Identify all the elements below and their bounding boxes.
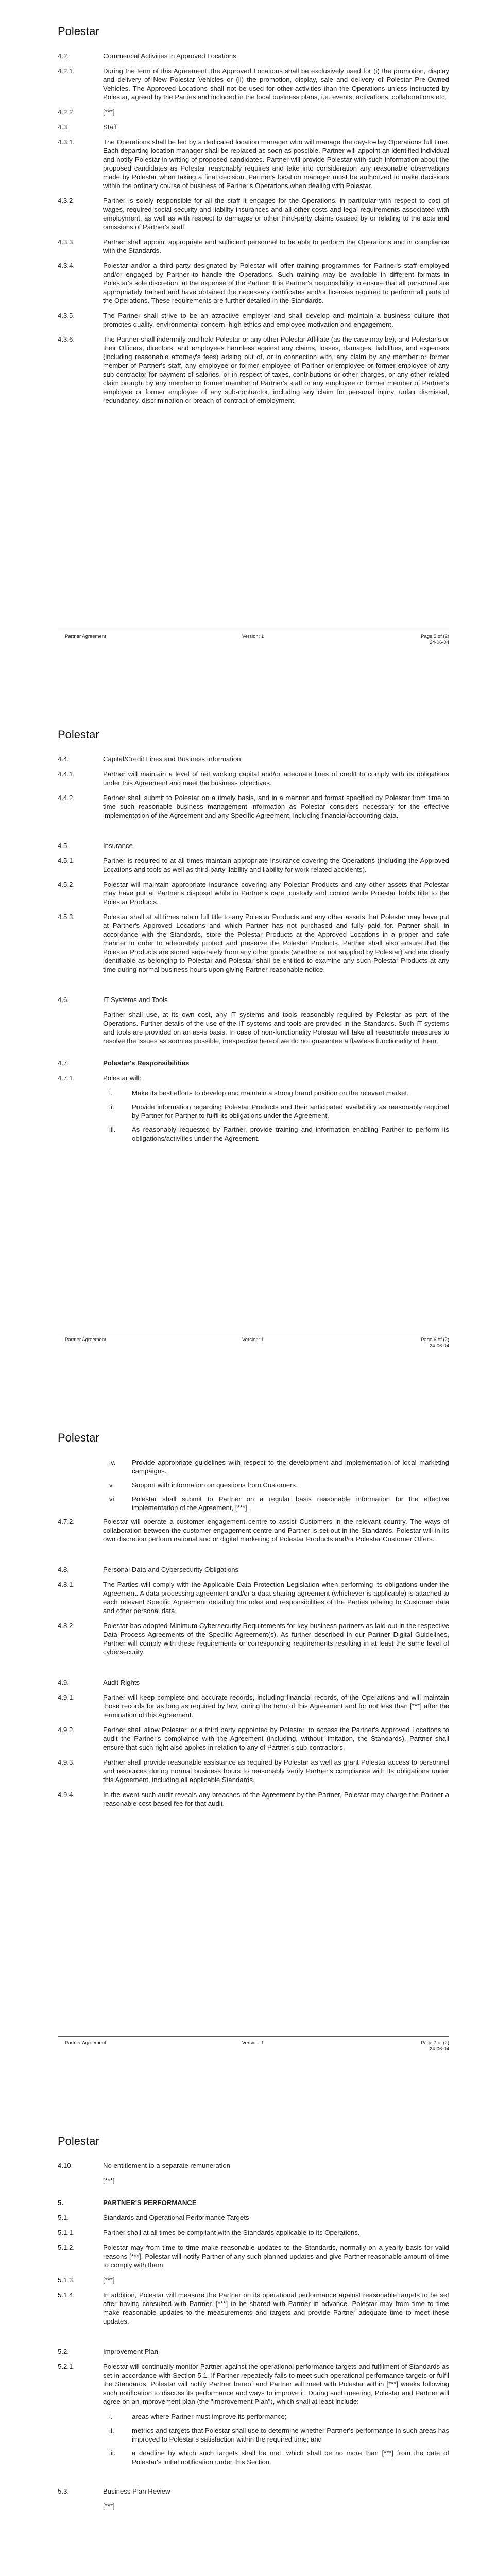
document-page-7 bbox=[0, 1406, 497, 2110]
section-heading: 4.10. No entitlement to a separate remuneration bbox=[58, 2162, 231, 2170]
section-heading: 4.3. Staff bbox=[58, 123, 117, 131]
footer-version: Version: 1 bbox=[242, 1337, 264, 1343]
clause: 4.2.1. During the term of this Agreement, the Approved Locations shall be exclusively used for (i) the promotion, display and delivery of New Polestar Vehicles or (ii) the promotion, display, sale and delivery of Polestar Pre-Owned Vehicles. The Approved Locations shall not be used for other activities than the Operations unless instructed by Polestar, agreed by the Parties and included in the local business plans, i.e. events, activations, collaborations etc. bbox=[58, 67, 449, 101]
clause: 5.1.4. In addition, Polestar will measure the Partner on its operational performance against reasonable targets to be set after having consulted with Partner. [***] to be shared with Partner in advance. Polestar may from time to time make reasonable updates to the measurements and targets and provide Partner adequate time to meet these updates. bbox=[58, 2291, 449, 2325]
footer-doc-title: Partner Agreement bbox=[65, 634, 106, 639]
footer-doc-title: Partner Agreement bbox=[65, 2040, 106, 2046]
list-item: ii. Provide information regarding Polestar Products and their anticipated availability as reasonably required by Partner for Partner to fulfil its obligations under the Agreement. bbox=[109, 1103, 449, 1120]
clause: 4.9.2. Partner shall allow Polestar, or a third party appointed by Polestar, to access the Partner's Approved Locations to audit the Partner's compliance with the Agreement (including, without limitation, the Standards). Partner shall ensure that such right also applies in relation to any of Partner's sub-contractors. bbox=[58, 1726, 449, 1751]
footer-version: Version: 1 bbox=[242, 2040, 264, 2046]
clause: 4.5.2. Polestar will maintain appropriate insurance covering any Polestar Products and any other assets that Polestar may have put at Partner's disposal while in Partner's care, custody and control while Polestar holds title to the Polestar Products. bbox=[58, 880, 449, 906]
footer-date: 24-06-04 bbox=[429, 1343, 449, 1349]
clause: 4.8.1. The Parties will comply with the Applicable Data Protection Legislation when performing its obligations under the Agreement. A data processing agreement and/or a data sharing agreement (whichever is applicable) is attached to each relevant Specific Agreement detailing the roles and responsibilities of the Parties relating to Customer data and other personal data. bbox=[58, 1581, 449, 1615]
footer-version: Version: 1 bbox=[242, 634, 264, 639]
list-item: v. Support with information on questions from Customers. bbox=[109, 1481, 298, 1489]
clause: 4.9.3. Partner shall provide reasonable assistance as required by Polestar as well as grant Polestar access to personnel and resources during normal business hours to reasonably verify Partner's compliance with its obligations under this Agreement, including all applicable Standards. bbox=[58, 1758, 449, 1784]
clause: 4.3.4. Polestar and/or a third-party designated by Polestar will offer training programmes for Partner's staff employed and/or engaged by Partner to handle the Operations. Such training may be available in different formats in Polestar's sole discretion, at the expense of the Partner. It is Partner's responsibility to ensure that all personnel are appropriately trained and have obtained the necessary certificates and/or licenses required to perform all parts of the Operations. These requirements are further detailed in the Standards. bbox=[58, 262, 449, 304]
clause: 4.3.6. The Partner shall indemnify and hold Polestar or any other Polestar Affiliate (as the case may be), and Polestar's or their Officers, directors, and employees harmless against any claims, losses, damages, liabilities, and expenses (including reasonable attorney's fees) arising out of, or in connection with, any claim by any member or former member of Partner's staff, any employee or former employee of Partner or employee or former employee of any sub-contractor for payment of salaries, or in respect of taxes, contributions or other charges, or any other related claim brought by any member or former member of Partner's staff or any employee or former member of Partner's employee or former employee of any sub-contractor, including any claim for personal injury, unfair dismissal, redundancy, discrimination or breach of contract of employment. bbox=[58, 335, 449, 404]
page-content bbox=[58, 1458, 449, 1814]
brand-logo: Polestar bbox=[58, 2134, 99, 2147]
list-item: i. Make its best efforts to develop and maintain a strong brand position on the relevant market, bbox=[109, 1089, 409, 1097]
page-number: Page 7 of (2) bbox=[421, 2040, 449, 2046]
document-page-8 bbox=[0, 2110, 497, 2576]
section-heading: 4.8. Personal Data and Cybersecurity Obligations bbox=[58, 1566, 239, 1573]
clause: [***] bbox=[103, 2177, 115, 2184]
section-heading: 4.5. Insurance bbox=[58, 842, 133, 850]
clause: 4.4.1. Partner will maintain a level of net working capital and/or adequate lines of credit to comply with its obligations under this Agreement and meet the business objectives. bbox=[58, 770, 449, 787]
footer-doc-title: Partner Agreement bbox=[65, 1337, 106, 1343]
clause: 4.9.1. Partner will keep complete and accurate records, including financial records, of the Operations and will maintain those records for as long as required by law, during the term of this Agreement and for not less than [***] after the termination of this Agreement. bbox=[58, 1693, 449, 1719]
page-content bbox=[58, 2161, 449, 2517]
clause: [***] bbox=[103, 2502, 115, 2510]
clause: 4.7.1. Polestar will: bbox=[58, 1074, 142, 1082]
clause: 4.5.3. Polestar shall at all times retain full title to any Polestar Products and any other assets that Polestar may have put at Partner's Approved Locations and which Partner has not purchased and fully paid for. Partner shall, in accordance with the Standards, store the Polestar Products at the Approved Locations in a proper and safe manner in order to adequately protect and preserve the Polestar Products. Partner shall also ensure that the Polestar Products are stored separately from any other goods (whether or not supplied by Polestar) and are clearly identifiable as belonging to Polestar and Polestar shall be entitled to examine any such Polestar Products at any time during normal business hours upon giving Partner reasonable notice. bbox=[58, 913, 449, 973]
list-item: i. areas where Partner must improve its performance; bbox=[109, 2413, 287, 2420]
page-number: Page 5 of (2) bbox=[421, 634, 449, 639]
list-item: iii. a deadline by which such targets shall be met, which shall be no more than [***] from the date of Polestar's initial notification under this Section. bbox=[109, 2449, 449, 2466]
clause: 5.1.3. [***] bbox=[58, 2276, 115, 2284]
clause: 4.3.3. Partner shall appoint appropriate and sufficient personnel to be able to perform the Operations and in compliance with the Standards. bbox=[58, 238, 449, 255]
brand-logo: Polestar bbox=[58, 25, 99, 38]
footer-page-info bbox=[421, 634, 449, 646]
section-heading: 5.2. Improvement Plan bbox=[58, 2348, 159, 2355]
page-content bbox=[58, 52, 449, 411]
brand-logo: Polestar bbox=[58, 1431, 99, 1444]
clause: 4.3.5. The Partner shall strive to be an attractive employer and shall develop and maintain a business culture that promotes quality, environmental concern, high ethics and employee motivation and engagement. bbox=[58, 312, 449, 328]
footer-date: 24-06-04 bbox=[429, 640, 449, 646]
clause: 4.3.1. The Operations shall be led by a dedicated location manager who will manage the day-to-day Operations full time. Each departing location manager shall be replaced as soon as possible. Partner will appoint an identified individual and notify Polestar in writing of proposed candidates. Partner will provide Polestar with such information about the proposed candidates as Polestar reasonably requires and take into consideration any reasonable observations made by Polestar when taking a final decision. Partner's location manager must be authorized to make decisions within the ordinary course of business of Partner's Operations when dealing with Polestar. bbox=[58, 138, 449, 190]
section-heading: 4.2. Commercial Activities in Approved Locations bbox=[58, 52, 236, 60]
document-page-6 bbox=[0, 703, 497, 1406]
footer-page-info bbox=[421, 1337, 449, 1349]
clause: 5.2.1. Polestar will continually monitor Partner against the operational performance targets and fulfilment of Standards as set in accordance with Section 5.1. If Partner repeatedly fails to meet such operational performance targets or fulfil the Standards, Polestar will notify Partner hereof and Partner will meet with Polestar within [***] weeks following such notification to discuss its performance and ways to improve it. During such meeting, Polestar and Partner will agree on an improvement plan (the "Improvement Plan"), which shall at least include: bbox=[58, 2363, 449, 2405]
footer-page-info bbox=[421, 2040, 449, 2053]
section-heading: 5.1. Standards and Operational Performance Targets bbox=[58, 2214, 249, 2222]
clause: 4.3.2. Partner is solely responsible for all the staff it engages for the Operations, in particular with respect to cost of wages, required social security and liability insurances and all other costs and legal requirements associated with employment, as well as with respect to damages or other third-party claims caused by or relating to the acts and omissions of Partner's staff. bbox=[58, 197, 449, 231]
section-heading: 4.4. Capital/Credit Lines and Business Information bbox=[58, 755, 241, 763]
clause: 4.4.2. Partner shall submit to Polestar on a timely basis, and in a manner and format specified by Polestar from time to time such reasonable business management information as Polestar considers necessary for the effective implementation of the Agreement and any Specific Agreement, including financial/accounting data. bbox=[58, 794, 449, 819]
section-heading: 5. PARTNER'S PERFORMANCE bbox=[58, 2199, 197, 2207]
clause: 5.1.1. Partner shall at all times be compliant with the Standards applicable to its Operations. bbox=[58, 2229, 360, 2236]
section-heading: 4.7. Polestar's Responsibilities bbox=[58, 1059, 190, 1067]
document-page-5 bbox=[0, 0, 497, 703]
clause: 4.2.2. [***] bbox=[58, 108, 115, 116]
section-heading: 5.3. Business Plan Review bbox=[58, 2487, 170, 2495]
clause: 4.8.2. Polestar has adopted Minimum Cybersecurity Requirements for key business partners as laid out in the respective Data Process Agreements of the Specific Agreement(s). As further described in our Partner Digital Guidelines, Partner will comply with these requirements or corresponding requirements resulting in at least the same level of cybersecurity. bbox=[58, 1622, 449, 1656]
clause: Partner shall use, at its own cost, any IT systems and tools reasonably required by Polestar as part of the Operations. Further details of the use of the IT systems and tools are provided in the Standards. Such IT systems and tools are provided on an as-is basis. In case of non-functionality Polestar will take all reasonable measures to resolve the issues as soon as possible, irrespective hereof we do not guarantee a flawless functionality of them. bbox=[103, 1011, 449, 1045]
section-heading: 4.6. IT Systems and Tools bbox=[58, 996, 168, 1004]
clause: 4.5.1. Partner is required to at all times maintain appropriate insurance covering the Operations (including the Approved Locations and tools as well as third party liability and liability for work related accidents). bbox=[58, 857, 449, 873]
clause: 5.1.2. Polestar may from time to time make reasonable updates to the Standards, normally on a yearly basis for valid reasons [***]. Polestar will notify Partner of any such planned updates and give Partner reasonable amount of time to comply with them. bbox=[58, 2244, 449, 2269]
list-item: iv. Provide appropriate guidelines with respect to the development and implementation of local marketing campaigns. bbox=[109, 1459, 449, 1475]
clause: 4.9.4. In the event such audit reveals any breaches of the Agreement by the Partner, Polestar may charge the Partner a reasonable cost-based fee for that audit. bbox=[58, 1791, 449, 1807]
footer-date: 24-06-04 bbox=[429, 2046, 449, 2052]
footer-divider bbox=[58, 2036, 449, 2037]
clause: 4.7.2. Polestar will operate a customer engagement centre to assist Customers in the relevant country. The ways of collaboration between the customer engagement centre and Partner is set out in the Standards. Polestar will in its own discretion perform national and or digital marketing of Polestar Products and/or Polestar Customer Offers. bbox=[58, 1518, 449, 1543]
list-item: iii. As reasonably requested by Partner, provide training and information enabling Partner to perform its obligations/activities under the Agreement. bbox=[109, 1126, 449, 1142]
brand-logo: Polestar bbox=[58, 728, 99, 741]
page-content bbox=[58, 755, 449, 1148]
section-heading: 4.9. Audit Rights bbox=[58, 1679, 140, 1686]
list-item: vi. Polestar shall submit to Partner on a regular basis reasonable information for the effective implementation of the Agreement, [***]. bbox=[109, 1495, 449, 1512]
page-number: Page 6 of (2) bbox=[421, 1337, 449, 1343]
list-item: ii. metrics and targets that Polestar shall use to determine whether Partner's performance in such areas has improved to Polestar's satisfaction within the required time; and bbox=[109, 2427, 449, 2443]
